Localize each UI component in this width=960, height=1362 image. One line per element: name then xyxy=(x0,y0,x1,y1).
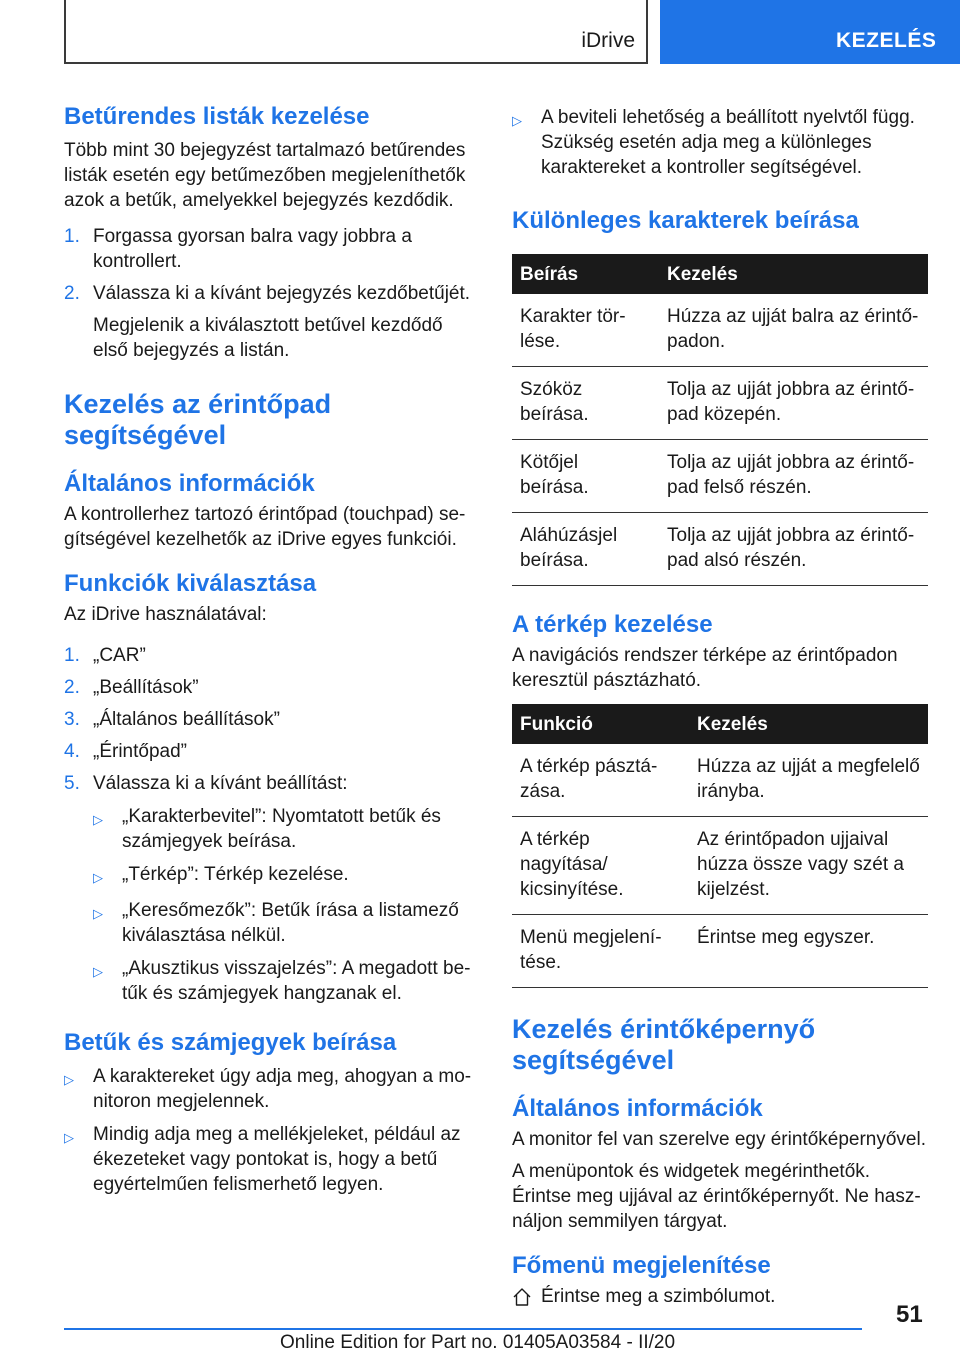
step-number: 3. xyxy=(64,709,80,730)
table-cell: Tolja az ujját jobbra az érintőpad felső részén. xyxy=(659,440,928,513)
section-title-map-operation: A térkép kezelése xyxy=(512,611,713,638)
section-title-touchpad: Kezelés az érintőpad segítségével xyxy=(64,389,332,450)
section-title-alphabetic-lists: Betűrendes listák kezelése xyxy=(64,103,370,130)
step-list xyxy=(64,224,476,306)
table-row xyxy=(512,440,928,513)
triangle-bullet-icon: ▷ xyxy=(93,870,103,885)
page-number: 51 xyxy=(896,1301,923,1328)
bullet-list xyxy=(64,1064,476,1197)
list-item xyxy=(64,707,476,732)
paragraph: Több mint 30 bejegyzést tartalmazó betűrendes listák esetén egy betűmezőben megjeleníthetők azok a betűk, amelyekkel bejegyzés kezdődik. xyxy=(64,140,466,211)
table-cell: Kötőjel beírása. xyxy=(512,440,659,513)
bullet-text: „Térkép”: Térkép kezelése. xyxy=(122,864,349,885)
table-row xyxy=(512,367,928,440)
list-item xyxy=(64,739,476,764)
triangle-bullet-icon: ▷ xyxy=(64,1130,74,1145)
table-row xyxy=(512,744,928,817)
bullet-text: A karaktereket úgy adja meg, ahogyan a monitoron megjelennek. xyxy=(93,1066,472,1112)
paragraph: A menüpontok és widgetek megérinthetők. Érintse meg ujjával az érintőképernyőt. Ne használjon semmilyen tárgyat. xyxy=(512,1161,921,1232)
paragraph: A monitor fel van szerelve egy érintőképernyővel. xyxy=(512,1129,926,1150)
column-header: Funkció xyxy=(512,704,689,744)
table-cell: Húzza az ujját a megfelelő irányba. xyxy=(689,744,928,817)
list-item xyxy=(64,771,476,796)
paragraph: A kontrollerhez tartozó érintőpad (touchpad) segítségével kezelhetők az iDrive egyes funkciói. xyxy=(64,504,466,550)
step-text: „CAR” xyxy=(93,645,146,666)
column-header: Beírás xyxy=(512,254,659,294)
home-instruction xyxy=(512,1284,928,1309)
bullet-list xyxy=(512,105,928,180)
table-row xyxy=(512,817,928,915)
triangle-bullet-icon: ▷ xyxy=(64,1072,74,1087)
triangle-bullet-icon: ▷ xyxy=(512,113,522,128)
table-row xyxy=(512,294,928,367)
step-number: 1. xyxy=(64,226,80,247)
step-text: „Általános beállítások” xyxy=(93,709,280,730)
table-cell: A térkép pásztázása. xyxy=(512,744,689,817)
list-item xyxy=(512,105,928,180)
table-row xyxy=(512,513,928,586)
bullet-text: „Akusztikus visszajelzés”: A megadott betűk és számjegyek hangzanak el. xyxy=(122,958,471,1004)
option-bullet-list xyxy=(93,804,476,1006)
table-cell: A térkép nagyítása/ kicsinyítése. xyxy=(512,817,689,915)
step-number: 2. xyxy=(64,677,80,698)
bullet-text: „Keresőmezők”: Betűk írása a listamező kiválasztása nélkül. xyxy=(122,900,459,946)
list-item xyxy=(64,281,476,306)
left-column xyxy=(64,100,476,1197)
list-item xyxy=(93,898,476,948)
list-item xyxy=(64,224,476,274)
footer-divider xyxy=(64,1328,862,1330)
home-icon xyxy=(512,1287,532,1307)
right-column xyxy=(512,100,928,1309)
table-cell: Menü megjelenítése. xyxy=(512,915,689,988)
table-cell: Tolja az ujját jobbra az érintőpad alsó részén. xyxy=(659,513,928,586)
table-cell: Húzza az ujját balra az érintőpadon. xyxy=(659,294,928,367)
step-text: Válassza ki a kívánt beállítást: xyxy=(93,773,348,794)
section-title-special-characters: Különleges karakterek beírása xyxy=(512,207,859,234)
table-cell: Aláhúzásjel beírása. xyxy=(512,513,659,586)
footer-edition: Online Edition for Part no. 01405A03584 - II/20 xyxy=(280,1332,676,1353)
section-title-touchscreen: Kezelés érintőképernyő segítségével xyxy=(512,1014,816,1075)
step-number: 2. xyxy=(64,283,80,304)
subsection-title-main-menu: Főmenü megjelenítése xyxy=(512,1252,771,1279)
column-header: Kezelés xyxy=(659,254,928,294)
subsection-title-function-selection: Funkciók kiválasztása xyxy=(64,570,317,597)
list-item xyxy=(93,804,476,854)
triangle-bullet-icon: ▷ xyxy=(93,906,103,921)
map-operation-table xyxy=(512,704,928,988)
bullet-text: Mindig adja meg a mellékjeleket, például az ékezeteket vagy pontokat is, hogy a betű egyértelműen felismerhető legyen. xyxy=(93,1124,461,1195)
triangle-bullet-icon: ▷ xyxy=(93,812,103,827)
list-item xyxy=(64,1122,476,1197)
step-text: „Érintőpad” xyxy=(93,741,187,762)
list-item xyxy=(64,1064,476,1114)
section-label: KEZELÉS xyxy=(836,29,937,52)
table-cell: Szóköz beírása. xyxy=(512,367,659,440)
step-number: 4. xyxy=(64,741,80,762)
special-characters-table xyxy=(512,254,928,586)
triangle-bullet-icon: ▷ xyxy=(93,964,103,979)
chapter-label: iDrive xyxy=(581,29,635,52)
section-tab[interactable] xyxy=(660,0,960,64)
step-number: 5. xyxy=(64,773,80,794)
step-list xyxy=(64,643,476,796)
list-item xyxy=(64,643,476,668)
table-cell: Tolja az ujját jobbra az érintőpad közepén. xyxy=(659,367,928,440)
table-cell: Karakter törlése. xyxy=(512,294,659,367)
step-text: „Beállítások” xyxy=(93,677,199,698)
paragraph: A navigációs rendszer térképe az érintőpadon keresztül pásztázható. xyxy=(512,645,898,691)
step-number: 1. xyxy=(64,645,80,666)
table-row xyxy=(512,915,928,988)
table-cell: Érintse meg egyszer. xyxy=(689,915,928,988)
table-header-row xyxy=(512,704,928,744)
step-text: Válassza ki a kívánt bejegyzés kezdőbetűjét. xyxy=(93,283,471,304)
table-header-row xyxy=(512,254,928,294)
instruction-text: Érintse meg a szimbólumot. xyxy=(541,1286,776,1307)
subsection-title-character-input: Betűk és számjegyek beírása xyxy=(64,1029,397,1056)
column-header: Kezelés xyxy=(689,704,928,744)
bullet-text: A beviteli lehetőség a beállított nyelvtől függ. Szükség esetén adja meg a különleges karaktereket a kontroller segítségével. xyxy=(541,107,915,178)
paragraph: Az iDrive használatával: xyxy=(64,604,267,625)
bullet-text: „Karakterbevitel”: Nyomtatott betűk és számjegyek beírása. xyxy=(122,806,441,852)
step-text: Forgassa gyorsan balra vagy jobbra a kontrollert. xyxy=(93,226,412,272)
table-cell: Az érintőpadon ujjaival húzza össze vagy szét a kijelzést. xyxy=(689,817,928,915)
step-result-note: Megjelenik a kiválasztott betűvel kezdődő első bejegyzés a listán. xyxy=(93,315,443,361)
header-frame xyxy=(64,0,648,64)
list-item xyxy=(64,675,476,700)
subsection-title-general-info: Általános információk xyxy=(64,470,315,497)
list-item xyxy=(93,956,476,1006)
subsection-title-general-info: Általános információk xyxy=(512,1095,763,1122)
list-item xyxy=(93,862,476,890)
